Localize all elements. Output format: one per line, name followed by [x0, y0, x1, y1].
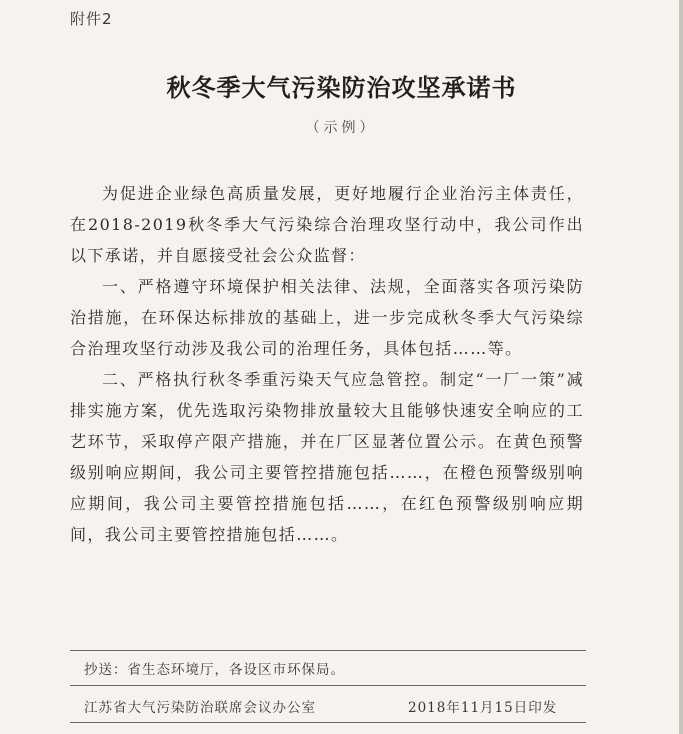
cc-line: 抄送：省生态环境厅，各设区市环保局。 [84, 662, 345, 678]
issue-date: 2018年11月15日印发 [408, 700, 558, 716]
page-edge-shadow [679, 0, 683, 734]
document-title: 秋冬季大气污染防治攻坚承诺书 [166, 73, 517, 102]
document-body [70, 178, 584, 550]
paragraph-commitment-1: 一、严格遵守环境保护相关法律、法规，全面落实各项污染防治措施，在环保达标排放的基础上，进一步完成秋冬季大气污染综合治理攻坚行动涉及我公司的治理任务，具体包括……等。 [70, 277, 584, 358]
footer-rule-middle [70, 685, 586, 686]
footer-rule-bottom [70, 722, 586, 723]
document-subtitle: （示例） [305, 120, 378, 136]
footer-rule-top [70, 650, 586, 651]
issuer-name: 江苏省大气污染防治联席会议办公室 [84, 700, 316, 716]
paragraph-commitment-2: 二、严格执行秋冬季重污染天气应急管控。制定“一厂一策”减排实施方案，优先选取污染物排放量较大且能够快速安全响应的工艺环节，采取停产限产措施，并在厂区显著位置公示。在黄色预警级别响应期间，我公司主要管控措施包括……，在橙色预警级别响应期间，我公司主要管控措施包括……，在红色预警级别响应期间，我公司主要管控措施包括……。 [70, 370, 584, 544]
attachment-label: 附件2 [70, 10, 113, 28]
paragraph-intro: 为促进企业绿色高质量发展，更好地履行企业治污主体责任，在2018-2019秋冬季大气污染综合治理攻坚行动中，我公司作出以下承诺，并自愿接受社会公众监督： [70, 184, 584, 265]
